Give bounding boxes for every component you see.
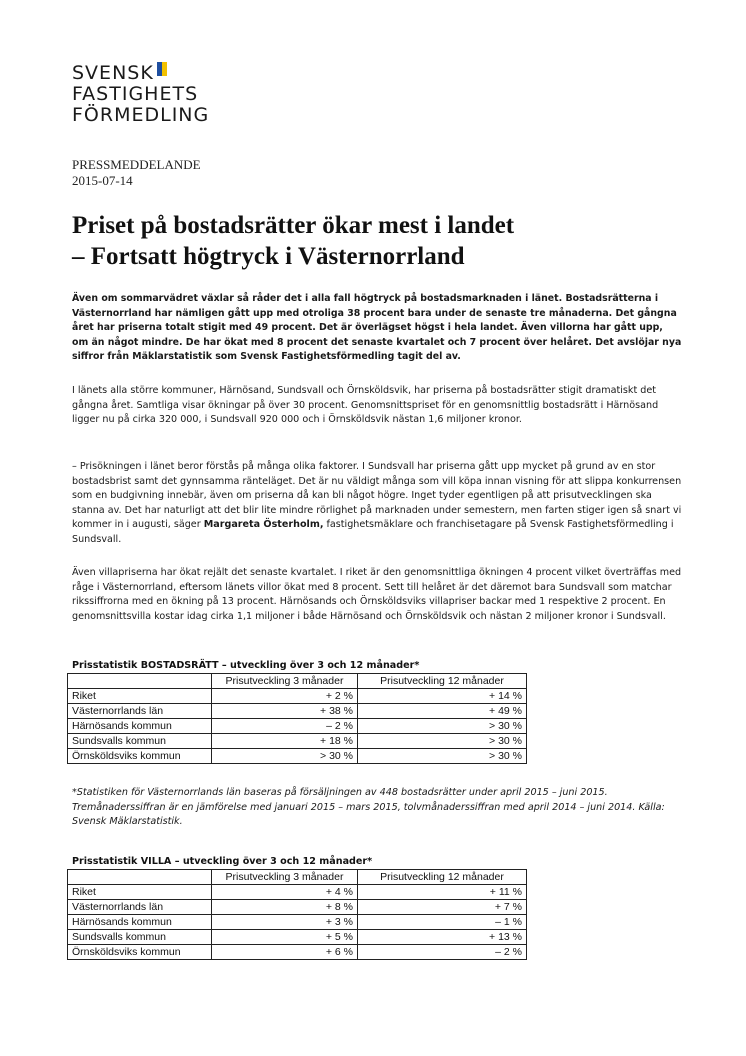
table-row — [68, 900, 527, 915]
row-label: Härnösands kommun — [68, 719, 212, 734]
column-header — [68, 870, 212, 885]
footnote: *Statistiken för Västernorrlands län baseras på försäljningen av 448 bostadsrätter under april 2015 – juni 2015. Tremånaderssiffran är en jämförelse med januari 2015 – mars 2015, tolvmånaderssiffran med april 2014 – juni 2014. Källa: Svensk Mäklarstatistik. — [72, 787, 665, 828]
table-row — [68, 689, 527, 704]
column-header: Prisutveckling 3 månader — [212, 870, 358, 885]
row-label: Härnösands kommun — [68, 915, 212, 930]
table-row — [68, 749, 527, 764]
company-logo — [72, 62, 209, 126]
column-header — [68, 674, 212, 689]
table-header-row — [68, 674, 527, 689]
table-row — [68, 915, 527, 930]
row-label: Örnsköldsviks kommun — [68, 945, 212, 960]
table-row — [68, 885, 527, 900]
column-header: Prisutveckling 12 månader — [358, 870, 527, 885]
body-paragraph-1: I länets alla större kommuner, Härnösand, Sundsvall och Örnsköldsvik, har priserna på bostadsrätter stigit dramatiskt det gångna året. Samtliga visar ökningar på över 30 procent. Genomsnittspriset för en genomsnittlig bostadsrätt i Härnösand ligger nu på cirka 320 000, i Sundsvall 920 000 och i Örnsköldsvik nästan 1,6 miljoner kronor. — [72, 385, 659, 426]
table-cell: + 11 % — [358, 885, 527, 900]
table-cell: + 14 % — [358, 689, 527, 704]
column-header: Prisutveckling 3 månader — [212, 674, 358, 689]
table-cell: > 30 % — [358, 749, 527, 764]
table-cell: + 3 % — [212, 915, 358, 930]
table-cell: + 49 % — [358, 704, 527, 719]
body-paragraph-2: – Prisökningen i länet beror förstås på många olika faktorer. I Sundsvall har priserna gått upp mycket på grund av en stor bostadsbrist samt det gynnsamma ränteläget. Det är nu väldigt många som vill köpa innan visning för att slippa konkurrensen som en budgivning innebär, även om priserna då kan bli något högre. Inget tyder egentligen på att prisutvecklingen ska stanna av. Det har naturligt att det blir lite mindre rörlighet på marknaden under semestern, men farten stiger igen så snart vi kommer in i augusti, säger Margareta Österholm, fastighetsmäklare och franchisetagare på Svensk Fastighetsförmedling i Sundsvall. — [72, 461, 682, 545]
quoted-person-name: Margareta Österholm, — [203, 519, 324, 531]
table-villa — [67, 869, 527, 960]
table-cell: > 30 % — [358, 734, 527, 749]
row-label: Sundsvalls kommun — [68, 930, 212, 945]
table-title-bostadsratt: Prisstatistik BOSTADSRÄTT – utveckling över 3 och 12 månader* — [72, 660, 420, 671]
table-cell: – 2 % — [212, 719, 358, 734]
table-cell: + 38 % — [212, 704, 358, 719]
logo-line-2: FASTIGHETS — [72, 83, 199, 105]
document-type: PRESSMEDDELANDE — [72, 157, 201, 172]
table-cell: – 1 % — [358, 915, 527, 930]
table-cell: + 4 % — [212, 885, 358, 900]
table-cell: > 30 % — [358, 719, 527, 734]
table-cell: + 5 % — [212, 930, 358, 945]
table-row — [68, 945, 527, 960]
press-header — [72, 157, 201, 189]
table-cell: – 2 % — [358, 945, 527, 960]
row-label: Riket — [68, 689, 212, 704]
lead-paragraph: Även om sommarvädret växlar så råder det i alla fall högtryck på bostadsmarknaden i länet. Bostadsrätterna i Västernorrland har nämligen gått upp med otroliga 38 procent bara under de senaste tre månaderna. Det gångna året har priserna totalt stigit med 49 procent. Det är överlägset högst i hela landet. Även villorna har gått upp, om än något mindre. De har ökat med 8 procent det senaste kvartalet och 7 procent över helåret. Det avslöjar nya siffror från Mäklarstatistik som Svensk Fastighetsförmedling tagit del av. — [72, 293, 682, 363]
table-bostadsratt — [67, 673, 527, 764]
table-cell: > 30 % — [212, 749, 358, 764]
title-line-2: – Fortsatt högtryck i Västernorrland — [72, 243, 465, 270]
row-label: Sundsvalls kommun — [68, 734, 212, 749]
table-cell: + 6 % — [212, 945, 358, 960]
swedish-flag-icon — [157, 62, 167, 76]
table-header-row — [68, 870, 527, 885]
table-cell: + 18 % — [212, 734, 358, 749]
table-title-villa: Prisstatistik VILLA – utveckling över 3 och 12 månader* — [72, 856, 373, 867]
table-row — [68, 704, 527, 719]
logo-line-1: SVENSK — [72, 62, 154, 84]
body-paragraph-3: Även villapriserna har ökat rejält det senaste kvartalet. I riket är den genomsnittliga ökningen 4 procent vilket överträffas med råge i Västernorrland, eftersom länets villor ökat med 8 procent. Sett till helåret är det däremot bara Sundsvall som matchar rikssiffrorna med en ökning på 13 procent. Härnösands och Örnsköldsviks villapriser backar med 1 respektive 2 procent. En genomsnittsvilla kostar idag cirka 1,1 miljoner i både Härnösand och Örnsköldsvik och nästan 2 miljoner kronor i Sundsvall. — [72, 567, 682, 622]
table-cell: + 13 % — [358, 930, 527, 945]
logo-line-3: FÖRMEDLING — [72, 104, 210, 126]
row-label: Västernorrlands län — [68, 900, 212, 915]
row-label: Västernorrlands län — [68, 704, 212, 719]
table-cell: + 7 % — [358, 900, 527, 915]
table-row — [68, 719, 527, 734]
row-label: Örnsköldsviks kommun — [68, 749, 212, 764]
table-cell: + 8 % — [212, 900, 358, 915]
row-label: Riket — [68, 885, 212, 900]
column-header: Prisutveckling 12 månader — [358, 674, 527, 689]
document-date: 2015-07-14 — [72, 173, 133, 188]
table-row — [68, 930, 527, 945]
table-cell: + 2 % — [212, 689, 358, 704]
table-row — [68, 734, 527, 749]
page-title — [72, 210, 692, 272]
title-line-1: Priset på bostadsrätter ökar mest i landet — [72, 212, 515, 239]
